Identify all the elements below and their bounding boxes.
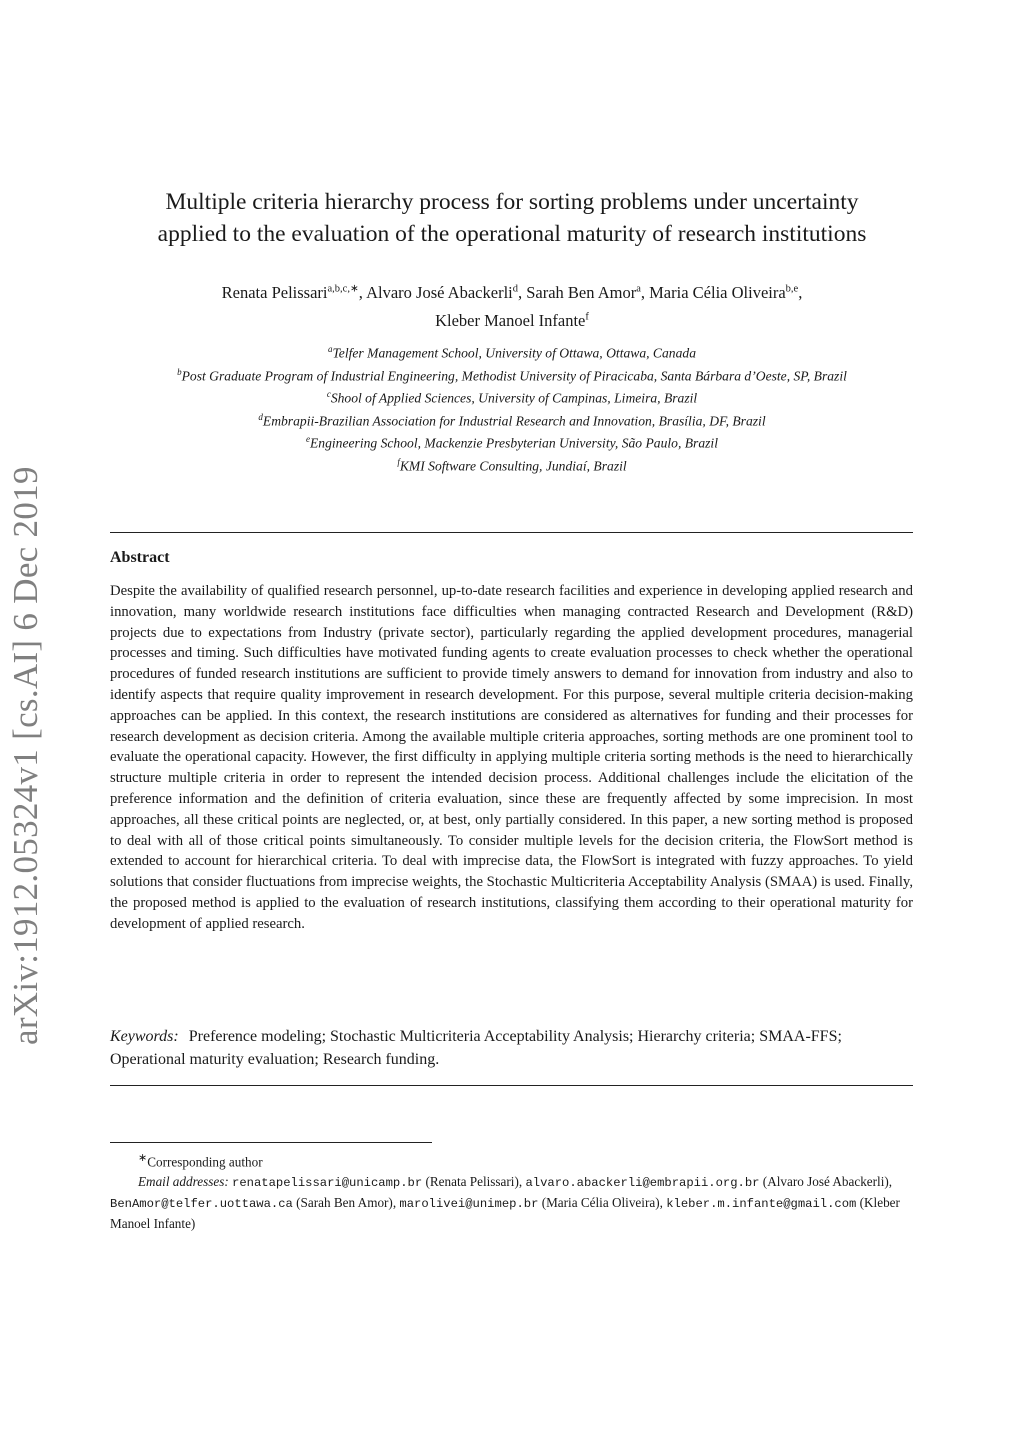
affiliation-c: $^c$Shool of Applied Sciences, University of Campinas, Limeira, Brazil <box>326 389 698 406</box>
email-addresses: Email addresses: renatapelissari@unicamp.br (Renata Pelissari), alvaro.abackerli@embrapii.org.br (Alvaro José Abackerli), BenAmor@telfer.uottawa.ca (Sarah Ben Amor), marolivei@unimep.br (Maria Célia Oliveira), kleber.m.infante@gmail.com (Kleber Manoel Infante) <box>110 1174 900 1232</box>
email-link[interactable]: alvaro.abackerli@embrapii.org.br <box>525 1176 760 1191</box>
keywords-text: Preference modeling; Stochastic Multicriteria Acceptability Analysis; Hierarchy criteria; SMAA-FFS; Operational maturity evaluation; Research funding. <box>110 1028 842 1068</box>
email-link[interactable]: kleber.m.infante@gmail.com <box>666 1197 857 1212</box>
affiliation-f: $^f$KMI Software Consulting, Jundiaí, Brazil <box>397 456 627 474</box>
abstract-bottom-divider <box>110 1085 913 1086</box>
title-line-1: Multiple criteria hierarchy process for sorting problems under uncertainty <box>165 189 859 215</box>
author-5: Kleber Manoel Infante$^f$ <box>435 311 589 330</box>
affiliation-list <box>108 340 916 475</box>
corresponding-author-note: ∗Corresponding author <box>138 1152 263 1170</box>
author-3: Sarah Ben Amor$^a$, <box>526 282 650 302</box>
keywords <box>110 1025 913 1071</box>
author-4: Maria Célia Oliveira$^{b,e}$, <box>649 282 803 302</box>
footnote-divider <box>110 1142 432 1143</box>
title-line-2: applied to the evaluation of the operational maturity of research institutions <box>157 221 867 247</box>
abstract-text: Despite the availability of qualified research personnel, up-to-date research facilities and experience in developing applied research and innovation, many worldwide research institutions face difficulties when managing contracted Research and Development (R&D) projects due to expectations from Industry (private sector), particularly regarding the applied development procedures, managerial processes and timing. Such difficulties have motivated funding agents to create evaluation processes to check whether the operational procedures of funded research institutions are sufficient to provide timely answers to demand for innovation from industry and also to identify aspects that require quality improvement in research development. For this purpose, several multiple criteria decision-making approaches can be applied. In this context, the research institutions are considered as alternatives for funding and their processes for research development as decision criteria. Among the available multiple criteria approaches, sorting methods are one prominent tool to evaluate the operational capacity. However, the first difficulty in applying multiple criteria sorting methods is the need to hierarchically structure multiple criteria in order to represent the intended decision process. Additional challenges include the elicitation of the preference information and the definition of criteria evaluation, since these are frequently affected by some imprecision. In most approaches, all these critical points are neglected, or, at best, only partially considered. In this paper, a new sorting method is proposed to deal with all of those critical points simultaneously. To consider multiple levels for the decision criteria, the FlowSort method is extended to account for hierarchical criteria. To deal with imprecise data, the FlowSort is integrated with fuzzy approaches. To yield solutions that consider fluctuations from imprecise weights, the Stochastic Multicriteria Acceptability Analysis (SMAA) is used. Finally, the proposed method is applied to the evaluation of research institutions, classifying them according to their operational maturity for development of applied research. <box>110 583 913 932</box>
keywords-label: Keywords: <box>110 1028 179 1045</box>
paper-title <box>100 186 924 250</box>
affiliation-a: $^a$Telfer Management School, University of Ottawa, Ottawa, Canada <box>328 344 696 361</box>
arxiv-identifier-stamp: arXiv:1912.05324v1 [cs.AI] 6 Dec 2019 <box>6 466 45 1045</box>
affiliation-e: $^e$Engineering School, Mackenzie Presbyterian University, São Paulo, Brazil <box>306 434 718 451</box>
author-1: Renata Pelissari$^{a,b,c,∗}$, <box>221 282 367 302</box>
email-link[interactable]: marolivei@unimep.br <box>399 1197 539 1212</box>
author-2: Alvaro José Abackerli$^d$, <box>366 282 527 302</box>
email-label: Email addresses: <box>138 1174 229 1190</box>
footnotes <box>110 1148 913 1234</box>
abstract-heading: Abstract <box>110 549 170 566</box>
affiliation-b: $^b$Post Graduate Program of Industrial Engineering, Methodist University of Piracicaba, Santa Bárbara d’Oeste, SP, Brazil <box>177 366 847 384</box>
author-list <box>100 276 924 333</box>
affiliation-d: $^d$Embrapii-Brazilian Association for Industrial Research and Innovation, Brasília, DF, Brazil <box>258 411 766 429</box>
email-link[interactable]: BenAmor@telfer.uottawa.ca <box>110 1197 293 1212</box>
abstract-top-divider <box>110 532 913 533</box>
email-link[interactable]: renatapelissari@unicamp.br <box>232 1176 423 1191</box>
